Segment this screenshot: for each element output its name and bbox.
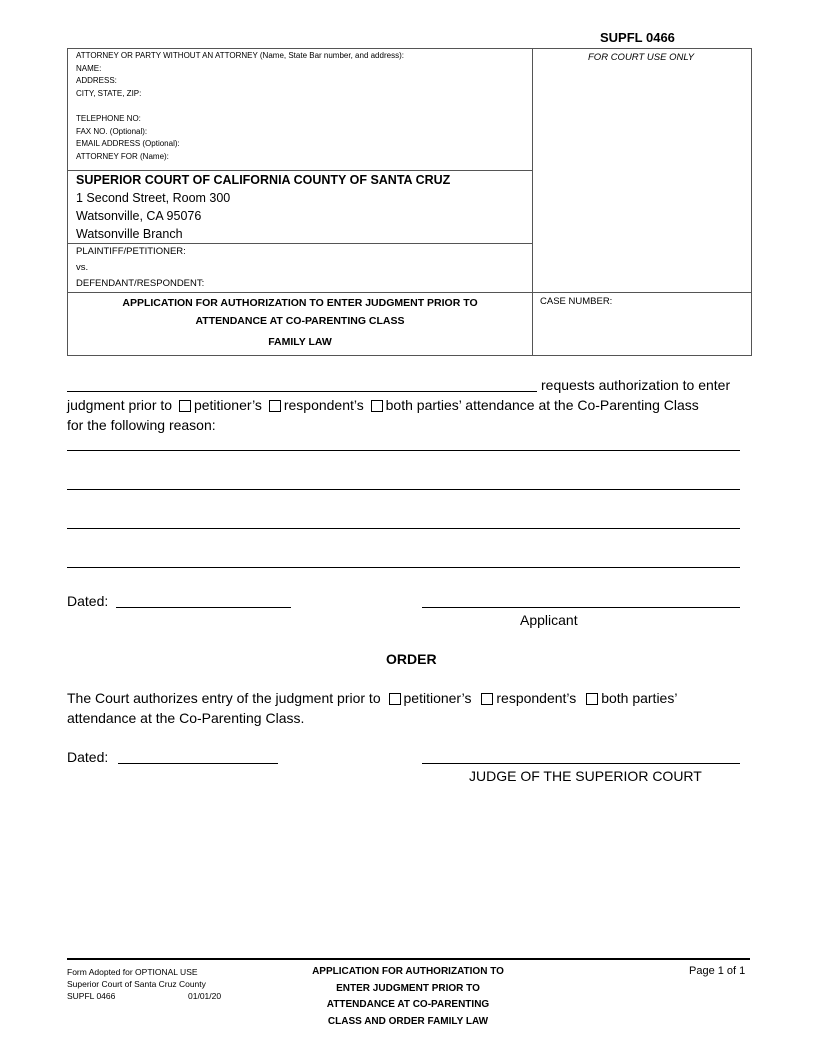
- form-number: SUPFL 0466: [600, 30, 675, 45]
- attorney-name-field[interactable]: NAME:: [76, 63, 102, 73]
- party-section: [76, 244, 204, 292]
- requests-text: requests authorization to enter: [541, 377, 731, 393]
- case-number-field[interactable]: CASE NUMBER:: [540, 296, 613, 307]
- fax-field[interactable]: FAX NO. (Optional):: [76, 126, 148, 136]
- footer-form-no: SUPFL 0466: [67, 991, 116, 1001]
- court-street: 1 Second Street, Room 300: [76, 191, 231, 205]
- footer-title-line: ENTER JUDGMENT PRIOR TO: [336, 982, 480, 994]
- order-dated-label: Dated:: [67, 749, 109, 765]
- order-petitioner-checkbox[interactable]: [389, 693, 401, 705]
- judge-signature-line[interactable]: [422, 763, 740, 764]
- attorney-heading: ATTORNEY OR PARTY WITHOUT AN ATTORNEY (Name, State Bar number, and address):: [76, 51, 404, 60]
- footer-title-line: CLASS AND ORDER FAMILY LAW: [327, 1015, 489, 1027]
- attendance-text: attendance at the Co-Parenting Class.: [67, 710, 305, 726]
- attorney-section: [76, 50, 404, 163]
- dated-line[interactable]: [116, 607, 291, 608]
- reason-text: for the following reason:: [67, 417, 216, 433]
- caption-box: [67, 48, 752, 356]
- page-number: Page 1 of 1: [689, 965, 746, 977]
- plaintiff-field[interactable]: PLAINTIFF/PETITIONER:: [76, 246, 186, 257]
- court-use-label: FOR COURT USE ONLY: [588, 52, 695, 63]
- defendant-field[interactable]: DEFENDANT/RESPONDENT:: [76, 278, 205, 289]
- court-branch: Watsonville Branch: [76, 227, 183, 241]
- caption-rule: [68, 292, 752, 293]
- footer-rule: [67, 958, 750, 960]
- form-title: [68, 294, 532, 351]
- petitioner-checkbox[interactable]: [179, 400, 191, 412]
- reason-line[interactable]: [67, 450, 740, 451]
- respondent-checkbox[interactable]: [269, 400, 281, 412]
- judgment-prior-text: judgment prior to: [67, 397, 173, 413]
- vs-label: vs.: [76, 262, 89, 273]
- court-name: SUPERIOR COURT OF CALIFORNIA COUNTY OF SANTA CRUZ: [76, 173, 451, 187]
- form-title-line: APPLICATION FOR AUTHORIZATION TO ENTER JUDGMENT PRIOR TO: [122, 297, 478, 309]
- reason-line[interactable]: [67, 528, 740, 529]
- authorizes-text: The Court authorizes entry of the judgment prior to: [67, 690, 381, 706]
- applicant-name-line[interactable]: [67, 391, 537, 392]
- party-selection-line: [67, 395, 699, 415]
- footer-title: [278, 964, 538, 1030]
- petitioner-label: petitioner’s: [193, 397, 262, 413]
- order-respondent-label: respondent’s: [496, 690, 577, 706]
- judge-label: JUDGE OF THE SUPERIOR COURT: [469, 768, 702, 784]
- caption-rule: [68, 170, 532, 171]
- attorney-address-field[interactable]: ADDRESS:: [76, 76, 117, 86]
- order-selection-line: [67, 688, 677, 708]
- order-both-parties-checkbox[interactable]: [586, 693, 598, 705]
- form-title-line: ATTENDANCE AT CO-PARENTING CLASS: [195, 315, 405, 327]
- form-title-line: FAMILY LAW: [268, 336, 332, 348]
- order-both-parties-label: both parties’: [601, 690, 678, 706]
- order-dated-line[interactable]: [118, 763, 278, 764]
- footer-adopted: Form Adopted for OPTIONAL USE: [67, 967, 198, 977]
- telephone-field[interactable]: TELEPHONE NO:: [76, 113, 141, 123]
- respondent-label: respondent’s: [283, 397, 364, 413]
- caption-divider: [532, 49, 533, 356]
- attorney-for-field[interactable]: ATTORNEY FOR (Name):: [76, 151, 169, 161]
- applicant-signature-line[interactable]: [422, 607, 740, 608]
- footer-title-line: ATTENDANCE AT CO-PARENTING: [326, 999, 490, 1010]
- both-parties-label: both parties’ attendance at the Co-Parenting Class: [385, 397, 699, 413]
- order-heading: ORDER: [386, 651, 437, 667]
- reason-line[interactable]: [67, 489, 740, 490]
- court-city: Watsonville, CA 95076: [76, 209, 202, 223]
- footer-court: Superior Court of Santa Cruz County: [67, 979, 206, 989]
- footer-date: 01/01/20: [188, 991, 222, 1001]
- footer-left: [67, 966, 232, 1002]
- order-respondent-checkbox[interactable]: [481, 693, 493, 705]
- dated-label: Dated:: [67, 593, 109, 609]
- attorney-city-field[interactable]: CITY, STATE, ZIP:: [76, 88, 142, 98]
- footer-title-line: APPLICATION FOR AUTHORIZATION TO: [312, 966, 504, 977]
- order-petitioner-label: petitioner’s: [403, 690, 472, 706]
- reason-line[interactable]: [67, 567, 740, 568]
- applicant-label: Applicant: [520, 612, 578, 628]
- both-parties-checkbox[interactable]: [371, 400, 383, 412]
- email-field[interactable]: EMAIL ADDRESS (Optional):: [76, 139, 180, 149]
